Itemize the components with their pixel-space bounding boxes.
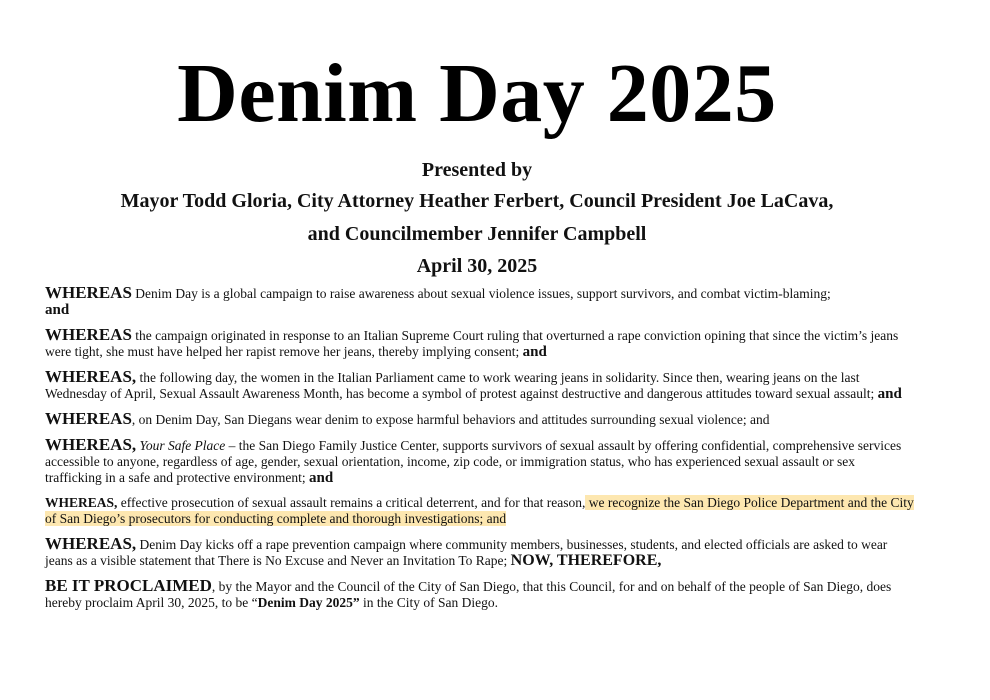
be-it-proclaimed-keyword: BE IT PROCLAIMED (45, 576, 212, 595)
denim-day-bold: Denim Day 2025” (257, 595, 360, 610)
now-therefore-keyword: NOW, THEREFORE, (510, 552, 662, 569)
presenters-line-2: and Councilmember Jennifer Campbell (307, 223, 647, 245)
paragraph-text: the campaign originated in response to an Italian Supreme Court ruling that overturned a rape conviction opining that since the victim’s jeans were tight, she must have helped her rapist remove her jeans, thereby implying consent; (45, 328, 899, 359)
whereas-paragraph-1 (45, 285, 915, 318)
and-keyword: and (45, 302, 70, 318)
paragraph-text: Denim Day kicks off a rape prevention campaign where community members, businesses, students, and elected officials are asked to wear jeans as a visible statement that There is No Excuse and Never an Invitation To Rape; (45, 537, 888, 568)
whereas-paragraph-4 (45, 411, 915, 428)
paragraph-text: effective prosecution of sexual assault remains a critical deterrent, and for that reason, (117, 495, 586, 510)
and-keyword: and (877, 386, 902, 402)
and-keyword: and (522, 344, 547, 360)
whereas-keyword: WHEREAS (45, 283, 132, 302)
proclamation-paragraph (45, 578, 915, 611)
whereas-keyword: WHEREAS, (45, 495, 118, 510)
whereas-paragraph-3 (45, 369, 915, 402)
whereas-paragraph-7 (45, 536, 915, 569)
highlighted-text: we recognize the San Diego Police Department and the City of San Diego’s prosecutors for conducting complete and thorough investigations; and (45, 495, 914, 526)
paragraph-text: the following day, the women in the Italian Parliament came to work wearing jeans in solidarity. Since then, wearing jeans on the last Wednesday of April, Sexual Assault Awareness Month, has become a symbol of protest against destructive and dangerous attitudes toward sexual assault; (45, 370, 875, 401)
whereas-keyword: WHEREAS (45, 325, 132, 344)
paragraph-text: – the San Diego Family Justice Center, supports survivors of sexual assault by offering confidential, comprehensive services accessible to anyone, regardless of age, gender, sexual orientation, income, zip code, or immigration status, who has experienced sexual assault or sex trafficking in a safe and protective environment; (45, 438, 902, 485)
paragraph-text-end: in the City of San Diego. (359, 595, 498, 610)
whereas-keyword: WHEREAS, (45, 435, 137, 454)
presented-by: Presented by (421, 159, 533, 181)
paragraph-text: , on Denim Day, San Diegans wear denim to expose harmful behaviors and attitudes surrounding sexual violence; and (131, 412, 770, 427)
presenters-line-1: Mayor Todd Gloria, City Attorney Heather Ferbert, Council President Joe LaCava, (120, 190, 834, 212)
paragraph-text: Denim Day is a global campaign to raise awareness about sexual violence issues, support survivors, and combat victim-blaming; (131, 286, 831, 301)
proclamation-date: April 30, 2025 (416, 255, 538, 277)
whereas-keyword: WHEREAS, (45, 534, 137, 553)
your-safe-place-italic: Your Safe Place (139, 438, 226, 453)
whereas-paragraph-5 (45, 437, 915, 486)
proclamation-body (45, 285, 915, 611)
paragraph-text: , by the Mayor and the Council of the City of San Diego, that this Council, for and on behalf of the people of San Diego, does hereby proclaim April 30, 2025, to be “ (45, 579, 892, 610)
whereas-paragraph-6 (45, 495, 915, 527)
whereas-keyword: WHEREAS, (45, 367, 137, 386)
whereas-paragraph-2 (45, 327, 915, 360)
document-title: Denim Day 2025 (177, 47, 777, 140)
whereas-keyword: WHEREAS (45, 409, 132, 428)
and-keyword: and (309, 470, 334, 486)
